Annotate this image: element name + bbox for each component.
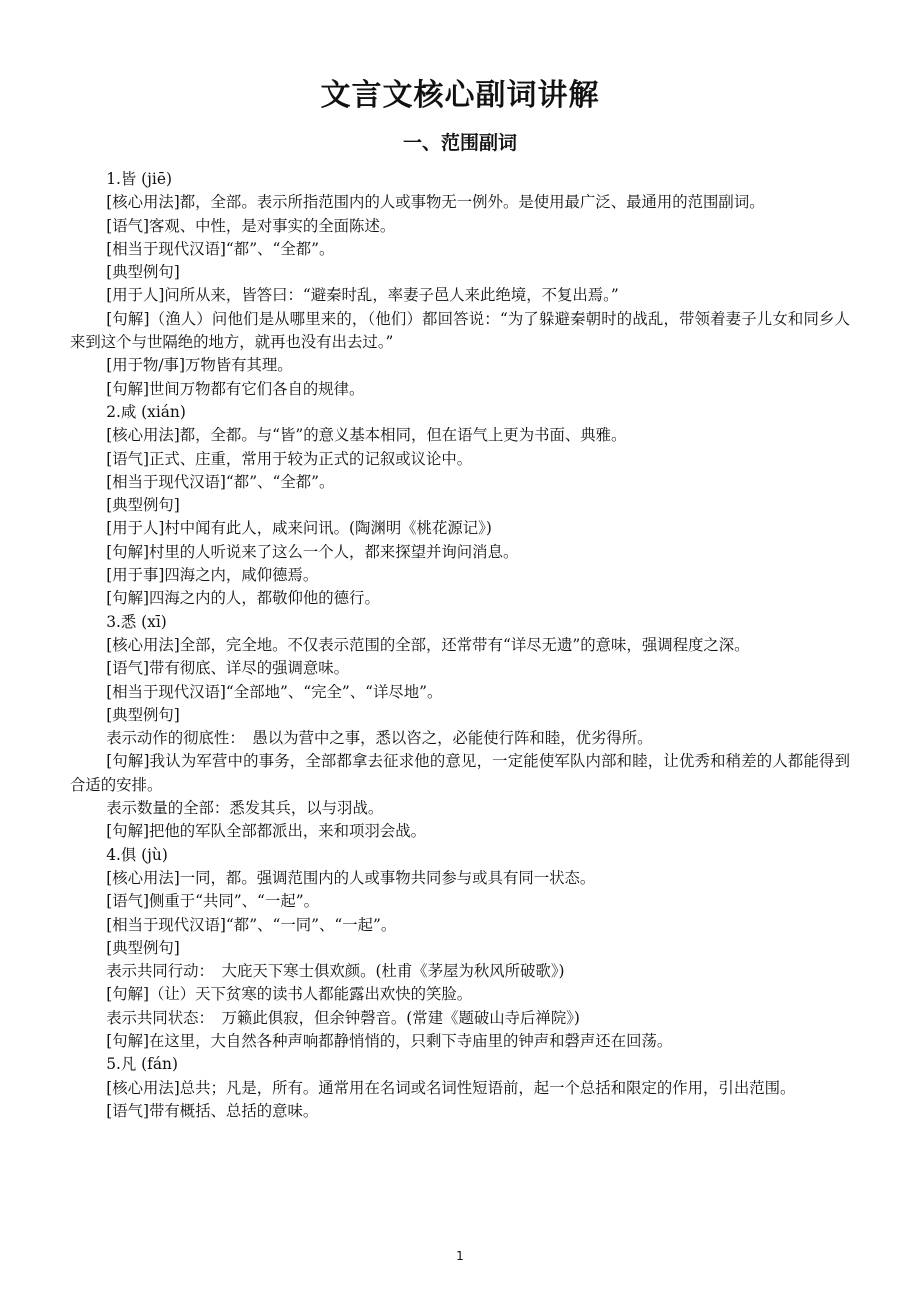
paragraph: [典型例句] (106, 705, 180, 724)
paragraph: [核心用法]总共；凡是，所有。通常用在名词或名词性短语前，起一个总括和限定的作用，引出范围。 (106, 1078, 796, 1097)
paragraph: [句解]世间万物都有它们各自的规律。 (106, 379, 365, 398)
paragraph: [语气]正式、庄重，常用于较为正式的记叙或议论中。 (106, 449, 473, 468)
paragraph: [语气]带有彻底、详尽的强调意味。 (106, 659, 350, 678)
paragraph: 表示动作的彻底性： 愚以为营中之事，悉以咨之，必能使行阵和睦，优劣得所。 (106, 729, 653, 748)
page-number: 1 (456, 1249, 464, 1263)
paragraph: [用于物/事]万物皆有其理。 (106, 356, 293, 375)
paragraph: [核心用法]全部，完全地。不仅表示范围的全部，还常带有“详尽无遗”的意味，强调程度之深。 (106, 635, 750, 654)
entry-heading-jie: 1.皆 (jiē) (106, 170, 172, 188)
paragraph: [句解]把他的军队全部都派出，来和项羽会战。 (106, 822, 427, 841)
paragraph: [相当于现代汉语]“都”、“一同”、“一起”。 (106, 915, 397, 934)
entry-heading-fan: 5.凡 (fán) (106, 1055, 178, 1074)
paragraph: [典型例句] (106, 496, 180, 515)
paragraph: 表示共同行动： 大庇天下寒士俱欢颜。(杜甫《茅屋为秋风所破歌》) (106, 962, 565, 981)
paragraph: [典型例句] (106, 263, 180, 282)
paragraph: [句解]（渔人）问他们是从哪里来的，（他们）都回答说：“为了躲避秦朝时的战乱，带领着妻子儿女和同乡人来到这个与世隔绝的地方，就再也没有出去过。” (70, 309, 850, 352)
entry-heading-ju: 4.俱 (jù) (106, 845, 168, 864)
paragraph: [核心用法]都，全部。表示所指范围内的人或事物无一例外。是使用最广泛、最通用的范围副词。 (106, 193, 765, 212)
paragraph: [语气]客观、中性，是对事实的全面陈述。 (106, 216, 396, 235)
paragraph: [相当于现代汉语]“都”、“全都”。 (106, 239, 335, 258)
section-heading: 一、范围副词 (402, 132, 517, 154)
paragraph: [典型例句] (106, 938, 180, 957)
paragraph: [相当于现代汉语]“全部地”、“完全”、“详尽地”。 (106, 682, 443, 701)
paragraph: 表示数量的全部：悉发其兵，以与羽战。 (106, 799, 384, 818)
page-title: 文言文核心副词讲解 (320, 78, 600, 113)
paragraph: [句解]我认为军营中的事务，全部都拿去征求他的意见，一定能使军队内部和睦，让优秀和稍差的人都能得到合适的安排。 (70, 752, 850, 794)
paragraph: [用于人]问所从来，皆答曰：“避秦时乱，率妻子邑人来此绝境，不复出焉。” (106, 286, 619, 305)
entry-heading-xian: 2.咸 (xián) (106, 402, 186, 421)
paragraph: [句解]村里的人听说来了这么一个人，都来探望并询问消息。 (106, 542, 519, 561)
entry-heading-xi: 3.悉 (xī) (106, 612, 167, 631)
paragraph: [用于人]村中闻有此人，咸来问讯。(陶渊明《桃花源记》) (106, 519, 492, 538)
paragraph: [核心用法]都，全都。与“皆”的意义基本相同，但在语气上更为书面、典雅。 (106, 426, 627, 445)
paragraph: [用于事]四海之内，咸仰德焉。 (106, 566, 319, 585)
paragraph: [句解]四海之内的人，都敬仰他的德行。 (106, 589, 380, 608)
document-body (70, 168, 850, 1123)
paragraph: [句解]在这里，大自然各种声响都静悄悄的，只剩下寺庙里的钟声和磬声还在回荡。 (106, 1031, 673, 1050)
paragraph: [语气]侧重于“共同”、“一起”。 (106, 892, 319, 911)
paragraph: [相当于现代汉语]“都”、“全都”。 (106, 472, 335, 491)
paragraph: 表示共同状态： 万籁此俱寂，但余钟磬音。(常建《题破山寺后禅院》) (106, 1008, 580, 1027)
paragraph: [句解]（让）天下贫寒的读书人都能露出欢快的笑脸。 (106, 985, 473, 1004)
paragraph: [语气]带有概括、总括的意味。 (106, 1101, 319, 1120)
paragraph: [核心用法]一同，都。强调范围内的人或事物共同参与或具有同一状态。 (106, 868, 596, 887)
